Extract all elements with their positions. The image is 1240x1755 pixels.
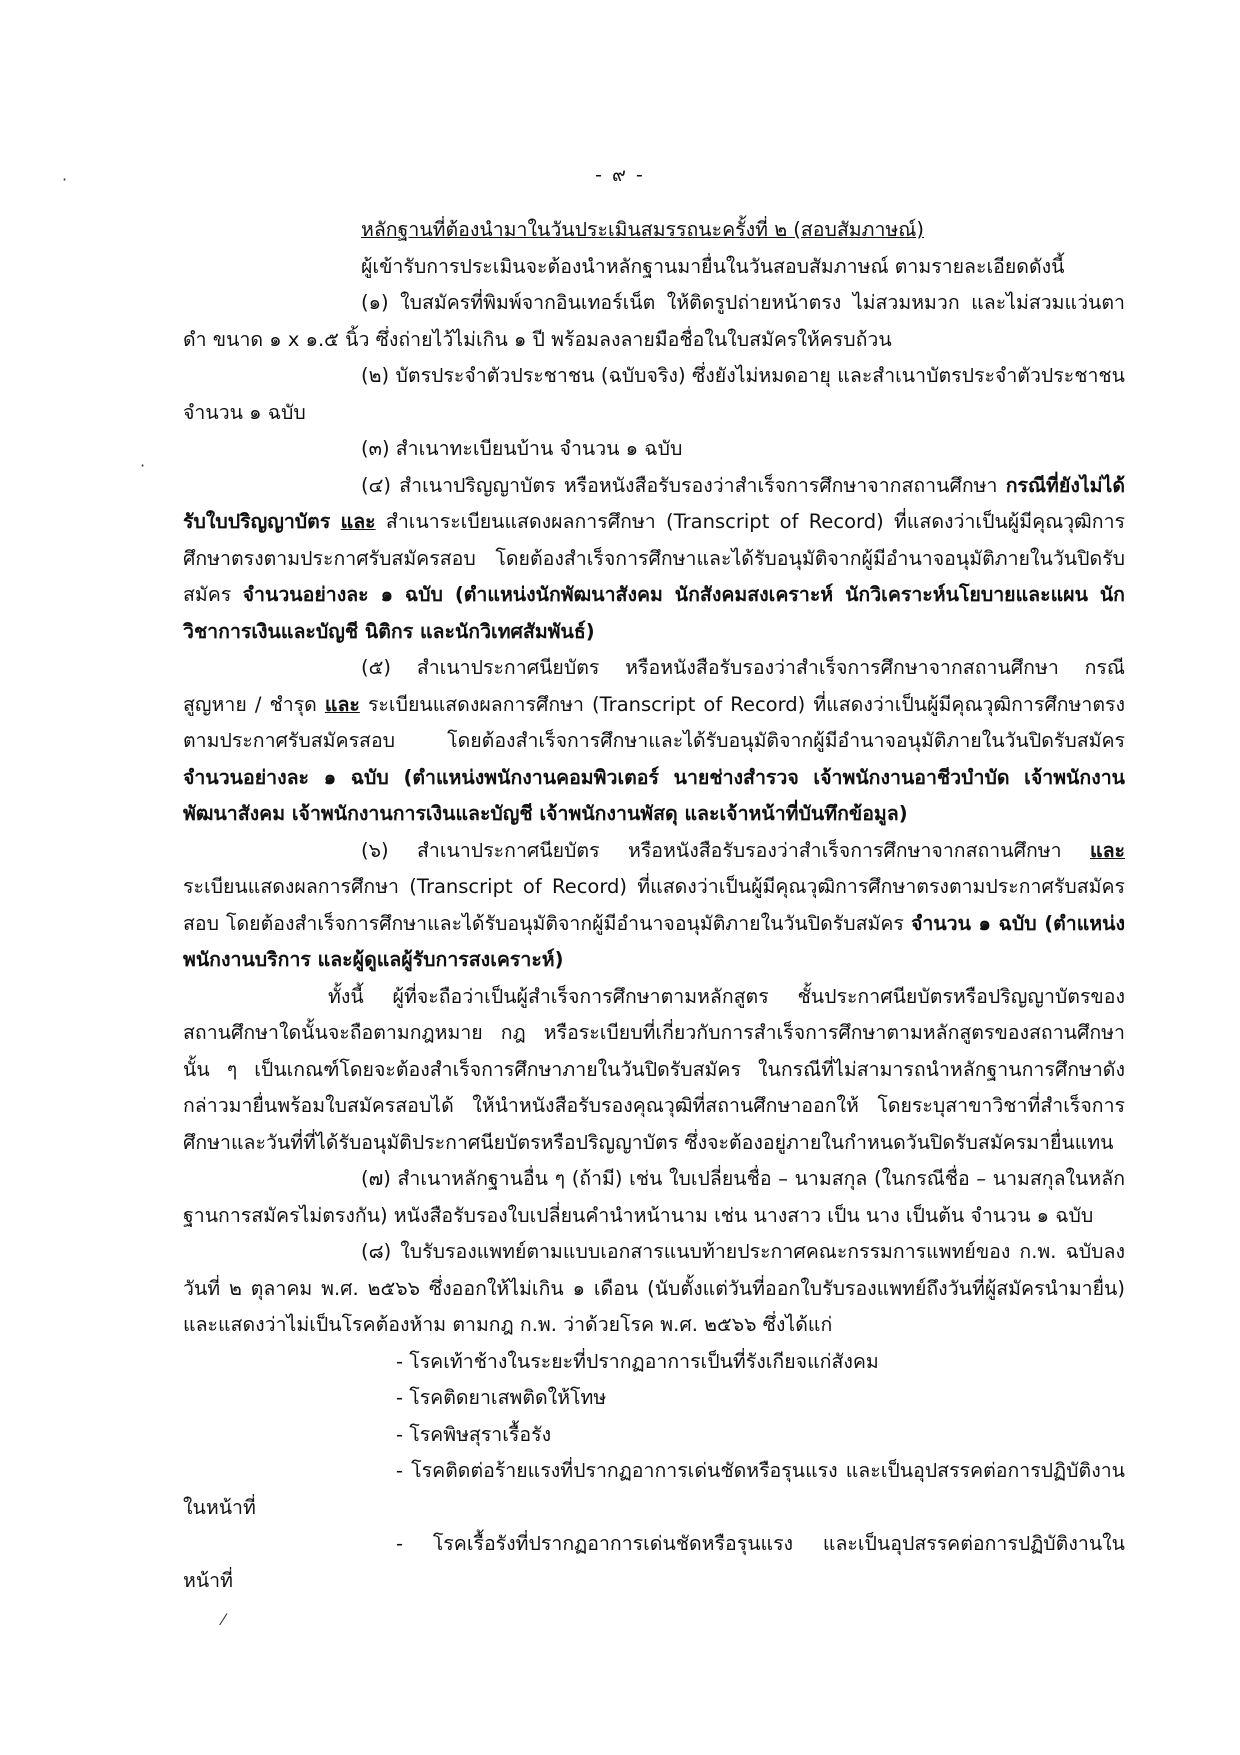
item-4 (183, 468, 1125, 651)
item-5 (183, 650, 1125, 833)
item-5-text-a: (๕) สำเนาประกาศนียบัตร หรือหนังสือรับรองว่าสำเร็จการศึกษาจากสถานศึกษา กรณีสูญหาย / ชำรุด (183, 656, 1125, 716)
page-number: - ๙ - (595, 164, 645, 186)
item-6-positions: จำนวน ๑ ฉบับ (ตำแหน่งพนักงานบริการ และผู้ดูแลผู้รับการสงเคราะห์) (183, 911, 1125, 971)
item-6-and: และ (1090, 838, 1125, 862)
item-4-text-d: สำเนาระเบียนแสดงผลการศึกษา (Transcript of Record) ที่แสดงว่าเป็นผู้มีคุณวุฒิการศึกษาตรงตามประกาศรับสมัครสอบ โดยต้องสำเร็จการศึกษาและได้รับอนุมัติจากผู้มีอำนาจอนุมัติภายในวันปิดรับสมัคร (183, 510, 1126, 606)
item-3: (๓) สำเนาทะเบียนบ้าน จำนวน ๑ ฉบับ (361, 437, 683, 460)
item-6-text-a: (๖) สำเนาประกาศนียบัตร หรือหนังสือรับรองว่าสำเร็จการศึกษาจากสถานศึกษา (361, 838, 1090, 862)
document-body (183, 212, 1125, 1599)
item-4-text-a: (๔) สำเนาปริญญาบัตร หรือหนังสือรับรองว่าสำเร็จการศึกษาจากสถานศึกษา (361, 473, 1006, 497)
note-paragraph: ทั้งนี้ ผู้ที่จะถือว่าเป็นผู้สำเร็จการศึกษาตามหลักสูตร ชั้นประกาศนียบัตรหรือปริญญาบัตรของสถานศึกษาใดนั้นจะถือตามกฎหมาย กฎ หรือระเบียบที่เกี่ยวกับการสำเร็จการศึกษาตามหลักสูตรของสถานศึกษานั้น ๆ เป็นเกณฑ์โดยจะต้องสำเร็จการศึกษาภายในวันปิดรับสมัคร ในกรณีที่ไม่สามารถนำหลักฐานการศึกษาดังกล่าวมายื่นพร้อมใบสมัครสอบได้ ให้นำหนังสือรับรองคุณวุฒิที่สถานศึกษาออกให้ โดยระบุสาขาวิชาที่สำเร็จการศึกษาและวันที่ที่ได้รับอนุมัติประกาศนียบัตรหรือปริญญาบัตร ซึ่งจะต้องอยู่ภายในกำหนดวันปิดรับสมัครมายื่นแทน (183, 984, 1125, 1154)
item-6-text-d: ระเบียนแสดงผลการศึกษา (Transcript of Record) ที่แสดงว่าเป็นผู้มีคุณวุฒิการศึกษาตรงตามประกาศรับสมัครสอบ โดยต้องสำเร็จการศึกษาและได้รับอนุมัติจากผู้มีอำนาจอนุมัติภายในวันปิดรับสมัคร (183, 875, 1125, 935)
disease-item: - โรคเรื้อรังที่ปรากฏอาการเด่นชัดหรือรุนแรง และเป็นอุปสรรคต่อการปฏิบัติงานในหน้าที่ (183, 1532, 1125, 1592)
pen-stroke-mark: ⁄ (222, 1610, 225, 1629)
item-4-positions: จำนวนอย่างละ ๑ ฉบับ (ตำแหน่งนักพัฒนาสังคม นักสังคมสงเคราะห์ นักวิเคราะห์นโยบายและแผน นักวิชาการเงินและบัญชี นิติกร และนักวิเทศสัมพันธ์) (183, 583, 1125, 643)
item-5-positions: จำนวนอย่างละ ๑ ฉบับ (ตำแหน่งพนักงานคอมพิวเตอร์ นายช่างสำรวจ เจ้าพนักงานอาชีวบำบัด เจ้าพนักงานพัฒนาสังคม เจ้าพนักงานการเงินและบัญชี เจ้าพนักงานพัสดุ และเจ้าหน้าที่บันทึกข้อมูล) (183, 765, 1125, 825)
item-7: (๗) สำเนาหลักฐานอื่น ๆ (ถ้ามี) เช่น ใบเปลี่ยนชื่อ – นามสกุล (ในกรณีชื่อ – นามสกุลในหลักฐานการสมัครไม่ตรงกัน) หนังสือรับรองใบเปลี่ยนคำนำหน้านาม เช่น นางสาว เป็น นาง เป็นต้น จำนวน ๑ ฉบับ (183, 1167, 1125, 1227)
intro-paragraph: ผู้เข้ารับการประเมินจะต้องนำหลักฐานมายื่นในวันสอบสัมภาษณ์ ตามรายละเอียดดังนี้ (361, 254, 1065, 278)
disease-item: - โรคเท้าช้างในระยะที่ปรากฏอาการเป็นที่รังเกียจแก่สังคม (396, 1349, 879, 1373)
item-2: (๒) บัตรประจำตัวประชาชน (ฉบับจริง) ซึ่งยังไม่หมดอายุ และสำเนาบัตรประจำตัวประชาชน จำนวน ๑ ฉบับ (183, 364, 1125, 424)
disease-item: - โรคพิษสุราเรื้อรัง (396, 1422, 552, 1446)
item-6 (183, 833, 1125, 979)
item-5-and: และ (324, 692, 360, 716)
section-heading: หลักฐานที่ต้องนำมาในวันประเมินสมรรถนะครั้งที่ ๒ (สอบสัมภาษณ์) (361, 218, 924, 241)
disease-item: - โรคติดยาเสพติดให้โทษ (396, 1386, 607, 1409)
disease-item: - โรคติดต่อร้ายแรงที่ปรากฏอาการเด่นชัดหรือรุนแรง และเป็นอุปสรรคต่อการปฏิบัติงานในหน้าที่ (183, 1459, 1125, 1519)
item-1: (๑) ใบสมัครที่พิมพ์จากอินเทอร์เน็ต ให้ติดรูปถ่ายหน้าตรง ไม่สวมหมวก และไม่สวมแว่นตาดำ ขนาด ๑ x ๑.๕ นิ้ว ซึ่งถ่ายไว้ไม่เกิน ๑ ปี พร้อมลงลายมือชื่อในใบสมัครให้ครบถ้วน (183, 291, 1125, 351)
scan-speck: · (62, 170, 68, 189)
scan-speck: · (140, 456, 146, 475)
item-5-text-d: ระเบียนแสดงผลการศึกษา (Transcript of Record) ที่แสดงว่าเป็นผู้มีคุณวุฒิการศึกษาตรงตามประกาศรับสมัครสอบ โดยต้องสำเร็จการศึกษาและได้รับอนุมัติจากผู้มีอำนาจอนุมัติภายในวันปิดรับสมัคร (183, 692, 1125, 752)
item-4-and: และ (340, 510, 376, 533)
item-8: (๘) ใบรับรองแพทย์ตามแบบเอกสารแนบท้ายประกาศคณะกรรมการแพทย์ของ ก.พ. ฉบับลงวันที่ ๒ ตุลาคม พ.ศ. ๒๕๖๖ ซึ่งออกให้ไม่เกิน ๑ เดือน (นับตั้งแต่วันที่ออกใบรับรองแพทย์ถึงวันที่ผู้สมัครนำมายื่น) และแสดงว่าไม่เป็นโรคต้องห้าม ตามกฎ ก.พ. ว่าด้วยโรค พ.ศ. ๒๕๖๖ ซึ่งได้แก่ (183, 1240, 1125, 1336)
item-4-bold-condition: กรณีที่ยังไม่ได้รับใบปริญญาบัตร (183, 473, 1125, 533)
